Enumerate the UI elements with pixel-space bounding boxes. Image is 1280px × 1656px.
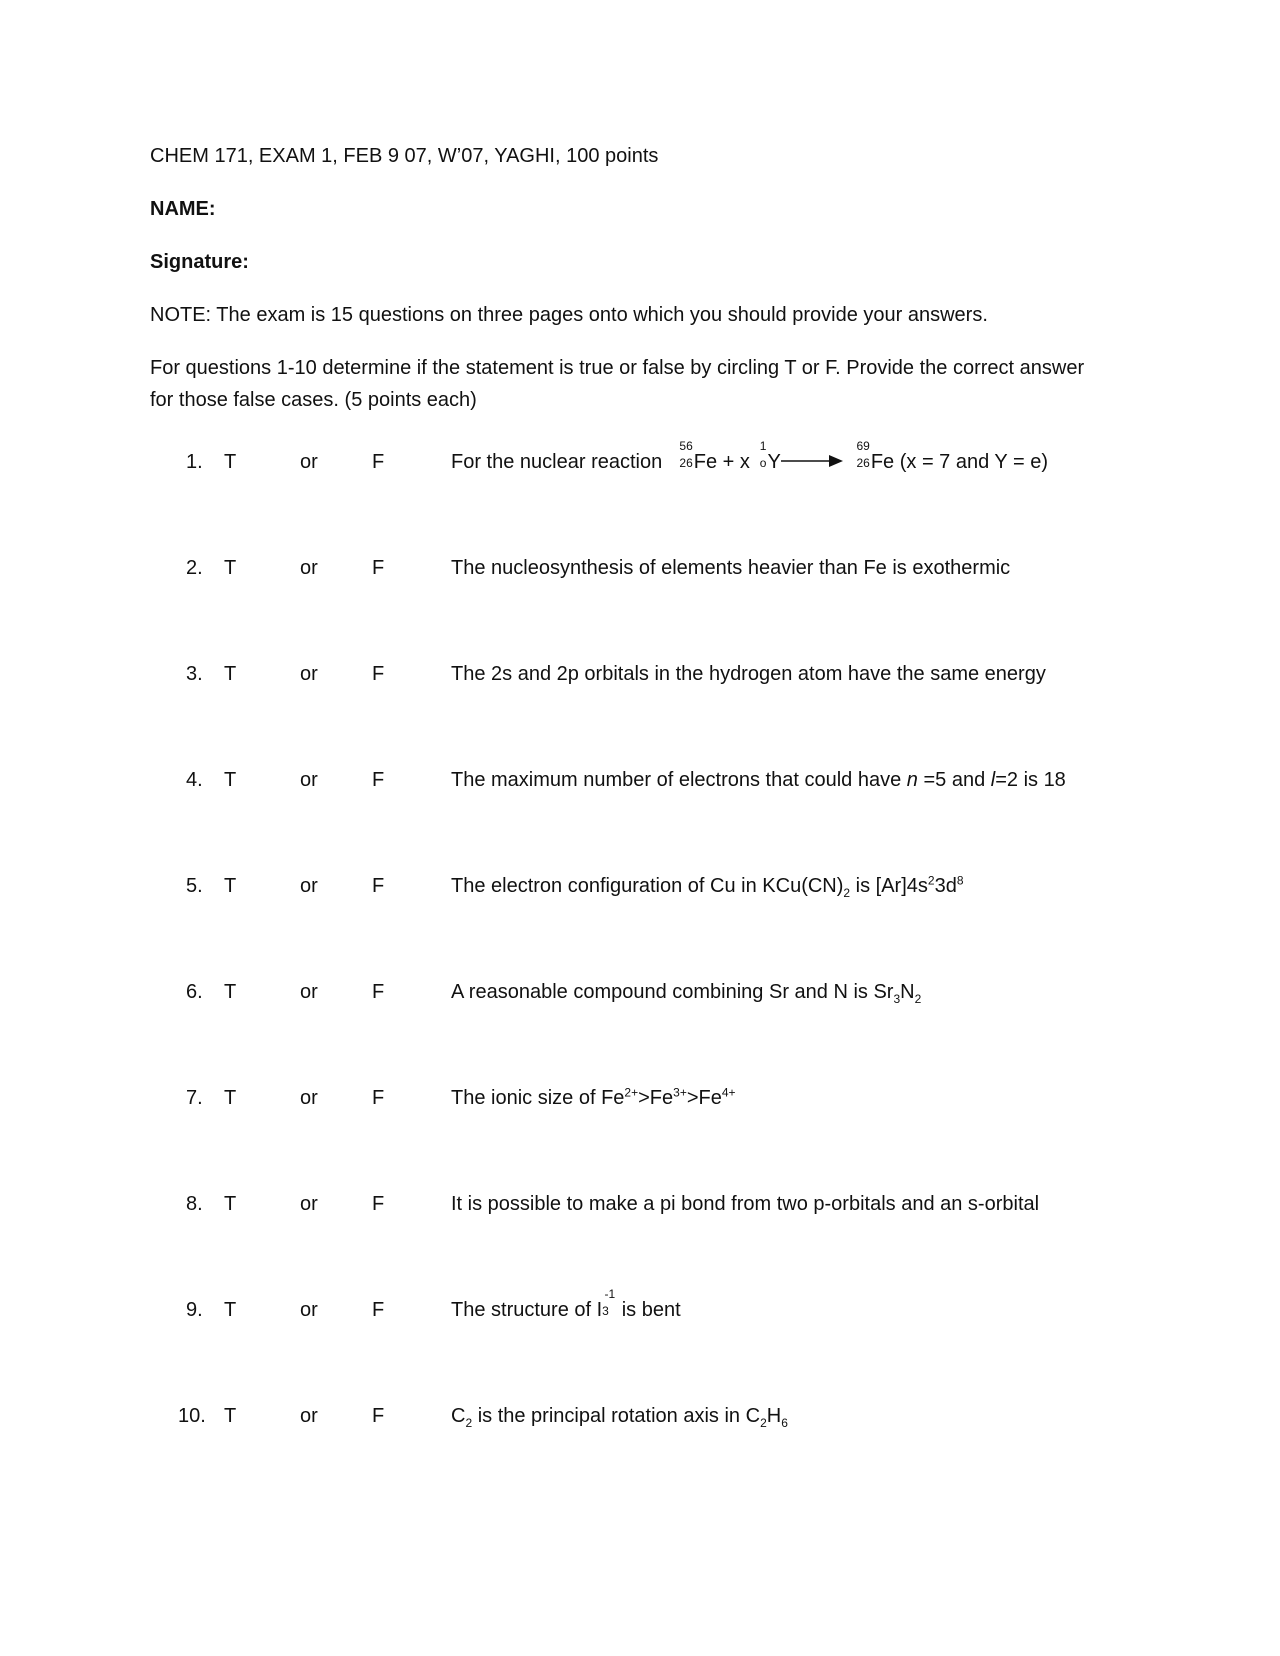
- true-choice[interactable]: T: [224, 451, 237, 473]
- exam-title: CHEM 171, EXAM 1, FEB 9 07, W’07, YAGHI, 100 points: [150, 145, 659, 167]
- true-choice[interactable]: T: [224, 1405, 237, 1427]
- question-statement: The ionic size of $Fe^{2+}>Fe^{3+}>Fe^{4+}$: [451, 1085, 736, 1109]
- or-label: or: [300, 769, 318, 791]
- or-label: or: [300, 451, 318, 473]
- false-choice[interactable]: F: [372, 1087, 385, 1109]
- question-2: [0, 552, 1280, 584]
- false-choice[interactable]: F: [372, 1405, 385, 1427]
- question-statement: It is possible to make a pi bond from two p-orbitals and an s-orbital: [451, 1193, 1040, 1215]
- false-choice[interactable]: F: [372, 557, 385, 579]
- or-label: or: [300, 875, 318, 897]
- question-statement: The 2s and 2p orbitals in the hydrogen atom have the same energy: [451, 663, 1046, 685]
- true-choice[interactable]: T: [224, 769, 237, 791]
- true-choice[interactable]: T: [224, 1299, 237, 1321]
- question-number: 9.: [186, 1299, 203, 1321]
- true-choice[interactable]: T: [224, 663, 237, 685]
- question-number: 1.: [186, 451, 203, 473]
- or-label: or: [300, 1193, 318, 1215]
- question-number: 7.: [186, 1087, 203, 1109]
- true-choice[interactable]: T: [224, 557, 237, 579]
- question-number: 2.: [186, 557, 203, 579]
- signature-label: Signature:: [150, 251, 249, 273]
- question-9: [0, 1287, 1280, 1326]
- question-statement: For the nuclear reaction 56 26 Fe + x 1 o Y 69 26 Fe (x = 7 and Y = e): [451, 439, 1048, 473]
- false-choice[interactable]: F: [372, 981, 385, 1003]
- or-label: or: [300, 557, 318, 579]
- false-choice[interactable]: F: [372, 451, 385, 473]
- question-3: [0, 658, 1280, 690]
- question-10: [0, 1400, 1280, 1432]
- true-choice[interactable]: T: [224, 875, 237, 897]
- false-choice[interactable]: F: [372, 769, 385, 791]
- false-choice[interactable]: F: [372, 663, 385, 685]
- false-choice[interactable]: F: [372, 1299, 385, 1321]
- true-choice[interactable]: T: [224, 1193, 237, 1215]
- question-8: [0, 1188, 1280, 1220]
- false-choice[interactable]: F: [372, 875, 385, 897]
- question-statement: The maximum number of electrons that could have n =5 and l=2 is 18: [451, 769, 1066, 791]
- question-number: 4.: [186, 769, 203, 791]
- question-number: 8.: [186, 1193, 203, 1215]
- question-statement: The structure of I -1 3 is bent: [451, 1287, 681, 1321]
- instructions: For questions 1-10 determine if the statement is true or false by circling T or F. Provide the correct answer for those false cases. (5 points each): [150, 357, 1085, 411]
- or-label: or: [300, 981, 318, 1003]
- question-number: 5.: [186, 875, 203, 897]
- question-number: 3.: [186, 663, 203, 685]
- or-label: or: [300, 1405, 318, 1427]
- question-5: [0, 870, 1280, 902]
- true-choice[interactable]: T: [224, 1087, 237, 1109]
- or-label: or: [300, 1087, 318, 1109]
- or-label: or: [300, 1299, 318, 1321]
- question-1: [0, 439, 1280, 478]
- exam-note: NOTE: The exam is 15 questions on three pages onto which you should provide your answers.: [150, 304, 988, 326]
- false-choice[interactable]: F: [372, 1193, 385, 1215]
- question-4: [0, 764, 1280, 796]
- question-number: 10.: [178, 1405, 206, 1427]
- question-statement: The nucleosynthesis of elements heavier than Fe is exothermic: [451, 557, 1011, 579]
- true-choice[interactable]: T: [224, 981, 237, 1003]
- question-6: [0, 976, 1280, 1008]
- question-number: 6.: [186, 981, 203, 1003]
- name-label: NAME:: [150, 198, 216, 220]
- question-statement: $C_2$ is the principal rotation axis in $C_2H_6$: [451, 1405, 788, 1430]
- or-label: or: [300, 663, 318, 685]
- reaction-arrow-icon: [781, 451, 845, 471]
- question-statement: A reasonable compound combining Sr and N is $Sr_3N_2$: [451, 981, 922, 1006]
- question-statement: The electron configuration of Cu in $KCu(CN)_2$ is $[Ar]4s^23d^8$: [451, 873, 964, 900]
- question-7: [0, 1082, 1280, 1114]
